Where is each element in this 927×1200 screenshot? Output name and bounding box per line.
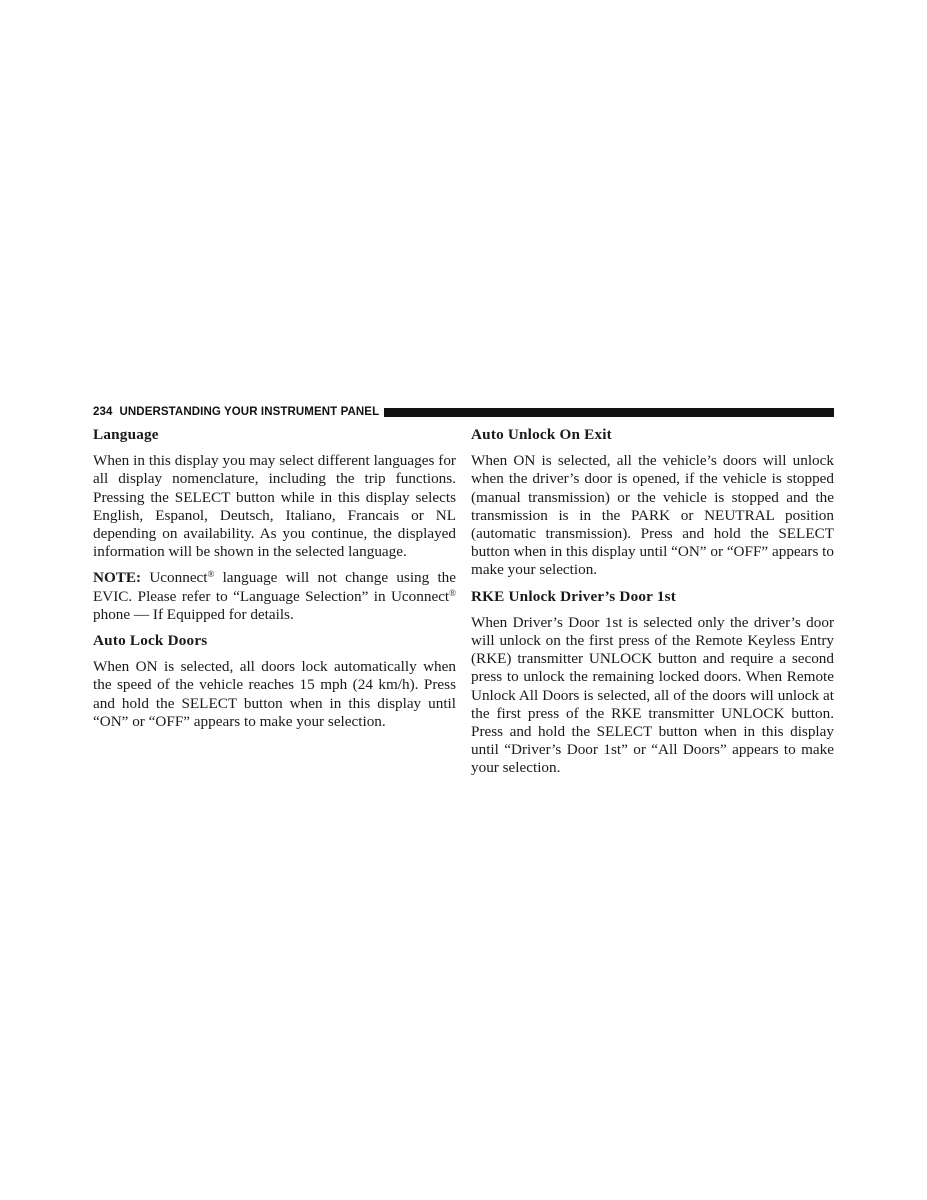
auto-unlock-paragraph: When ON is selected, all the vehicle’s doors will unlock when the driver’s door is opened, if the vehicle is stopped (manual transmission) or the vehicle is stopped and the transmission is in the PARK or NEUTRAL position (automatic transmission). Press and hold the SELECT button when in this display until “ON” or “OFF” appears to make your selection.: [471, 452, 834, 579]
language-heading: Language: [93, 426, 159, 443]
note-label: NOTE:: [93, 569, 142, 587]
registered-mark: ®: [207, 569, 215, 580]
auto-lock-heading: Auto Lock Doors: [93, 632, 208, 650]
header-rule: [384, 408, 834, 417]
note-paragraph: [93, 569, 456, 624]
left-column: [93, 426, 456, 739]
rke-unlock-paragraph: When Driver’s Door 1st is selected only the driver’s door will unlock on the first press of the Remote Keyless Entry (RKE) transmitter UNLOCK button and require a second press to unlock the remaining locked doors. When Remote Unlock All Doors is selected, all of the doors will unlock at the first press of the RKE transmitter UNLOCK button. Press and hold the SELECT button when in this display until “Driver’s Door 1st” or “All Doors” appears to make your selection.: [471, 613, 834, 777]
header-text: [93, 406, 379, 418]
note-text-1: Uconnect: [141, 569, 208, 587]
auto-lock-paragraph: When ON is selected, all doors lock automatically when the speed of the vehicle reaches 15 mph (24 km/h). Press and hold the SELECT button when in this display until “ON” or “OFF” appears to make your selection.: [93, 658, 456, 730]
language-paragraph: When in this display you may select different languages for all display nomenclature, including the trip functions. Pressing the SELECT button while in this display selects English, Espanol, Deutsch, Italiano, Francais or NL depending on availability. As you continue, the displayed information will be shown in the selected language.: [93, 452, 456, 561]
section-title: UNDERSTANDING YOUR INSTRUMENT PANEL: [119, 406, 380, 418]
right-column: [471, 426, 834, 786]
note-text-2: language will not change using the EVIC. Please refer to “Language Selection” in Uconnect: [93, 569, 456, 605]
page-number: 234: [93, 406, 113, 418]
auto-unlock-heading: Auto Unlock On Exit: [471, 426, 612, 443]
registered-mark: ®: [449, 587, 456, 598]
rke-unlock-heading: RKE Unlock Driver’s Door 1st: [471, 587, 676, 605]
note-text-3: phone — If Equipped for details.: [93, 605, 294, 623]
page-header: [93, 405, 834, 419]
